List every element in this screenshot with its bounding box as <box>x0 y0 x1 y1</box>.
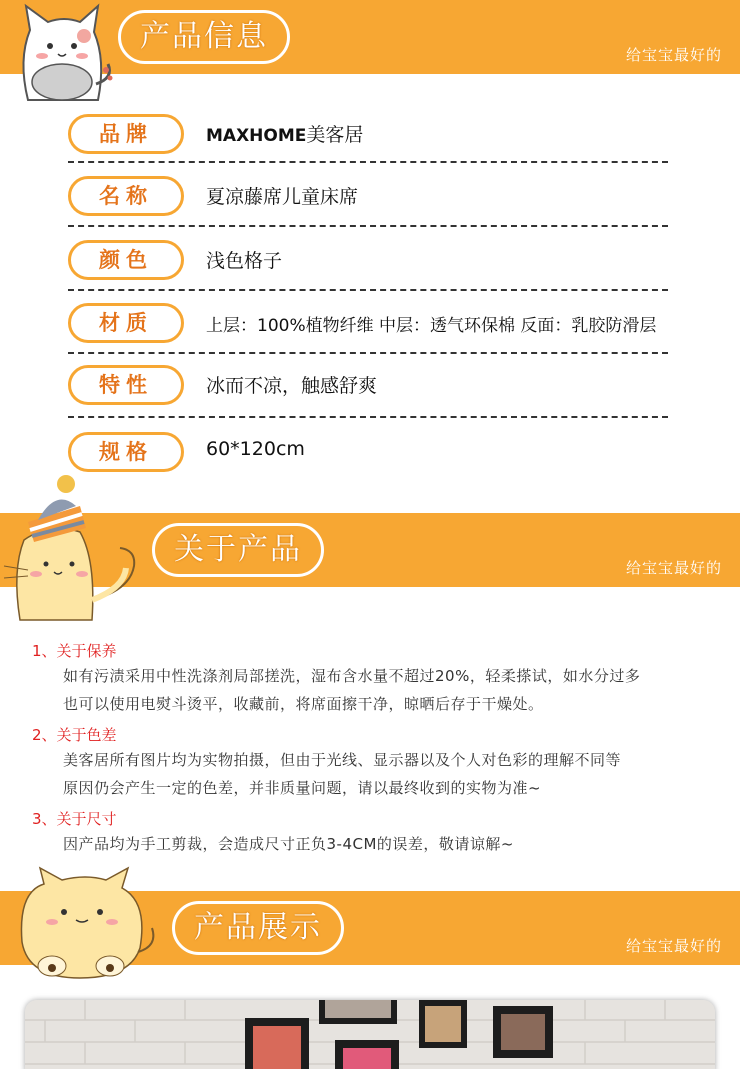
about-line: 原因仍会产生一定的色差，并非质量问题，请以最终收到的实物为准~ <box>63 779 542 797</box>
spec-label: 材质 <box>68 303 184 343</box>
white-cat-icon <box>8 0 118 104</box>
brand-name: 美客居 <box>306 124 364 146</box>
about-line: 也可以使用电熨斗烫平，收藏前，将席面擦干净，晾晒后存于干燥处。 <box>63 695 544 713</box>
product-photo <box>25 1000 715 1069</box>
about-heading-color: 2、关于色差 <box>32 726 117 744</box>
about-heading-size: 3、关于尺寸 <box>32 810 117 828</box>
divider <box>68 416 668 418</box>
brand-logo-text: MAXHOME <box>206 126 307 146</box>
spec-row-brand <box>68 114 708 154</box>
info-section-title: 产品信息 <box>118 10 290 64</box>
spec-row-size <box>68 432 708 472</box>
spec-row-material <box>68 303 708 343</box>
divider <box>68 352 668 354</box>
brick-wall-photo <box>25 1000 715 1069</box>
spec-label: 特性 <box>68 365 184 405</box>
about-section-title: 关于产品 <box>152 523 324 577</box>
display-slogan: 给宝宝最好的 <box>625 937 722 955</box>
display-section-title: 产品展示 <box>172 901 344 955</box>
chubby-cat-icon <box>10 862 160 982</box>
spec-value: 浅色格子 <box>206 250 283 272</box>
divider <box>68 289 668 291</box>
spec-label: 规格 <box>68 432 184 472</box>
about-line: 如有污渍采用中性洗涤剂局部搓洗，湿布含水量不超过20%，轻柔搽试，如水分过多 <box>63 667 641 685</box>
spec-value: 上层：100%植物纤维 中层：透气环保棉 反面：乳胶防滑层 <box>206 316 657 336</box>
divider <box>68 225 668 227</box>
divider <box>68 161 668 163</box>
spec-row-name <box>68 176 708 216</box>
about-text-size <box>63 830 713 858</box>
about-heading-care: 1、关于保养 <box>32 642 117 660</box>
beanie-cat-icon <box>0 470 150 630</box>
spec-row-feature <box>68 365 708 405</box>
spec-label: 名称 <box>68 176 184 216</box>
about-slogan: 给宝宝最好的 <box>625 559 722 577</box>
spec-label: 颜色 <box>68 240 184 280</box>
spec-row-color <box>68 240 708 280</box>
about-text-care <box>63 662 713 718</box>
spec-value: 冰而不凉，触感舒爽 <box>206 375 378 397</box>
info-slogan: 给宝宝最好的 <box>625 46 722 64</box>
about-line: 因产品均为手工剪裁，会造成尺寸正负3-4CM的误差，敬请谅解~ <box>63 835 514 853</box>
about-text-color <box>63 746 713 802</box>
about-line: 美客居所有图片均为实物拍摄，但由于光线、显示器以及个人对色彩的理解不同等 <box>63 751 622 769</box>
spec-value: 夏凉藤席儿童床席 <box>206 186 359 208</box>
spec-value <box>206 120 363 147</box>
spec-value: 60*120cm <box>206 438 305 460</box>
spec-label: 品牌 <box>68 114 184 154</box>
